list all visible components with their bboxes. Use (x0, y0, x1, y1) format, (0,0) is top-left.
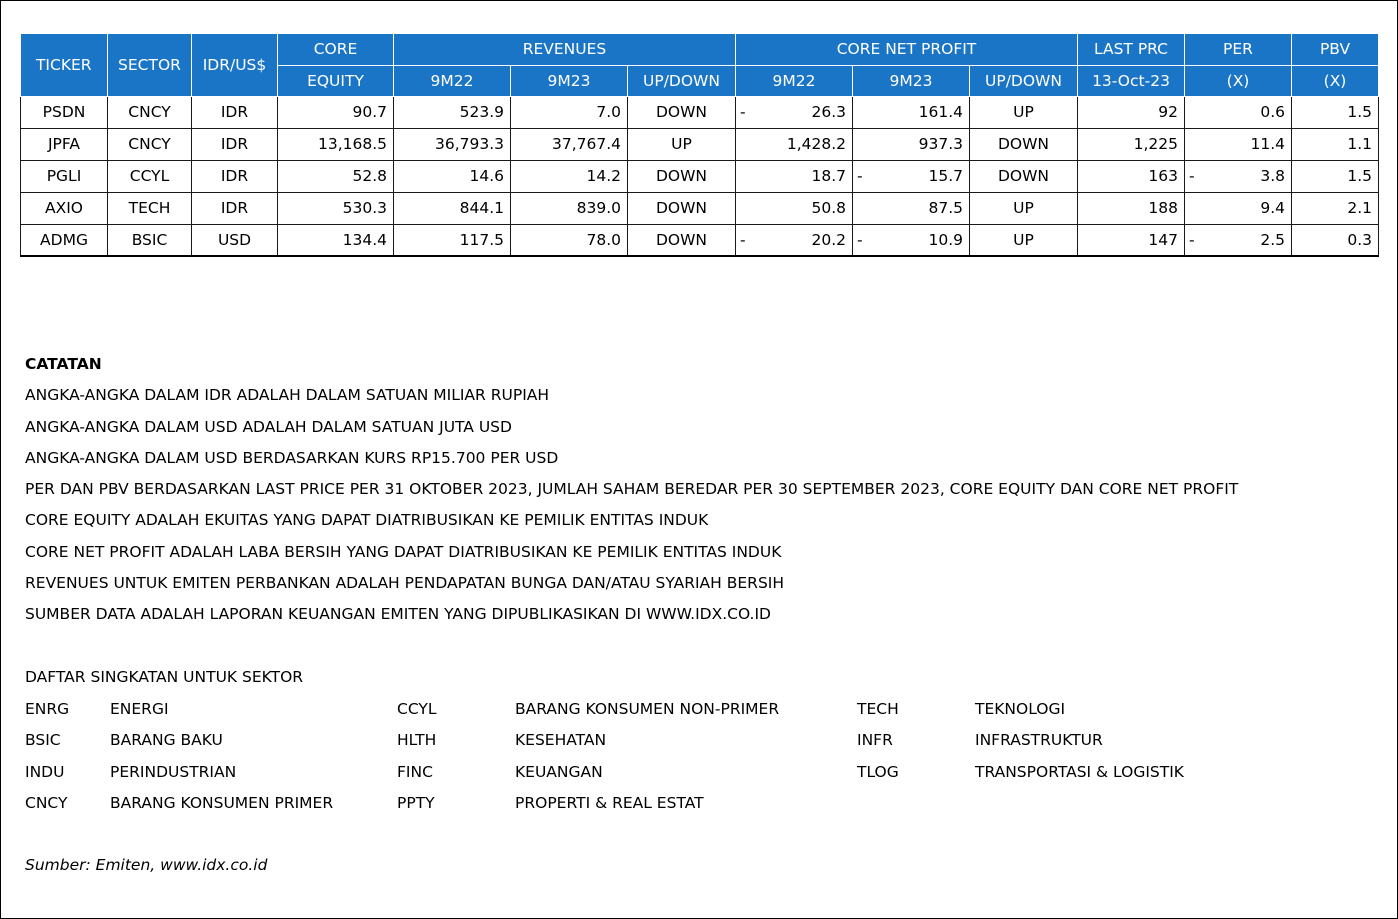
cell-value: 10.9 (928, 230, 963, 249)
note-line: CORE EQUITY ADALAH EKUITAS YANG DAPAT DIATRIBUSIKAN KE PEMILIK ENTITAS INDUK (25, 511, 709, 530)
header-equity: EQUITY (278, 65, 394, 96)
cell-last-prc: 163 (1078, 160, 1185, 192)
negative-sign: - (1189, 230, 1195, 249)
cell-sector: CCYL (108, 160, 192, 192)
cell-currency: USD (192, 224, 278, 256)
sector-code: HLTH (397, 731, 437, 750)
table-row (21, 224, 1379, 256)
sector-code: ENRG (25, 700, 70, 718)
sector-name: PERINDUSTRIAN (110, 762, 237, 781)
header-core-net-profit: CORE NET PROFIT (736, 34, 1078, 65)
sector-name: BARANG KONSUMEN NON-PRIMER (515, 700, 780, 718)
cell-rev-updown: DOWN (628, 160, 736, 192)
cell-np-9m22 (736, 192, 853, 224)
cell-value: 0.6 (1260, 103, 1285, 121)
cell-np-9m23 (853, 160, 970, 192)
cell-currency: IDR (192, 96, 278, 128)
cell-last-prc: 147 (1078, 224, 1185, 256)
note-line: CORE NET PROFIT ADALAH LABA BERSIH YANG DAPAT DIATRIBUSIKAN KE PEMILIK ENTITAS INDUK (25, 542, 782, 561)
header-rev-updown: UP/DOWN (628, 65, 736, 96)
cell-ticker: JPFA (21, 128, 108, 160)
cell-currency: IDR (192, 192, 278, 224)
source-note: Sumber: Emiten, www.idx.co.id (25, 856, 268, 874)
note-line: ANGKA-ANGKA DALAM IDR ADALAH DALAM SATUAN MILIAR RUPIAH (25, 386, 550, 405)
header-ticker: TICKER (21, 34, 108, 96)
cell-core-equity: 90.7 (278, 96, 394, 128)
header-np-updown: UP/DOWN (970, 65, 1078, 96)
cell-np-9m22 (736, 160, 853, 192)
header-pbv: PBV (1292, 34, 1379, 65)
note-line: PER DAN PBV BERDASARKAN LAST PRICE PER 31 OKTOBER 2023, JUMLAH SAHAM BEREDAR PER 30 SEPTEMBER 2023, CORE EQUITY DAN CORE NET PROFIT (25, 480, 1239, 499)
cell-rev-9m23: 14.2 (511, 160, 628, 192)
sector-name: BARANG KONSUMEN PRIMER (110, 793, 334, 812)
cell-np-updown: UP (970, 224, 1078, 256)
cell-ticker: AXIO (21, 192, 108, 224)
sector-code: PPTY (397, 793, 435, 812)
sector-name: PROPERTI & REAL ESTAT (515, 793, 704, 812)
cell-core-equity: 52.8 (278, 160, 394, 192)
header-revenues: REVENUES (394, 34, 736, 65)
cell-ticker: ADMG (21, 224, 108, 256)
cell-value: 20.2 (811, 230, 846, 249)
cell-rev-9m23: 37,767.4 (511, 128, 628, 160)
header-rev-9m23: 9M23 (511, 65, 628, 96)
cell-np-9m23 (853, 224, 970, 256)
cell-rev-9m22: 36,793.3 (394, 128, 511, 160)
abbreviations-title: DAFTAR SINGKATAN UNTUK SEKTOR (25, 668, 304, 686)
negative-sign: - (740, 102, 746, 121)
cell-np-9m23 (853, 128, 970, 160)
cell-last-prc: 1,225 (1078, 128, 1185, 160)
cell-np-updown: UP (970, 192, 1078, 224)
cell-value: 87.5 (928, 199, 963, 217)
cell-ticker: PGLI (21, 160, 108, 192)
cell-rev-9m22: 844.1 (394, 192, 511, 224)
header-np-9m23: 9M23 (853, 65, 970, 96)
header-per-unit: (X) (1185, 65, 1292, 96)
cell-np-9m22 (736, 96, 853, 128)
cell-per (1185, 128, 1292, 160)
cell-value: 9.4 (1260, 199, 1285, 217)
sector-name: KESEHATAN (515, 731, 607, 750)
note-line: ANGKA-ANGKA DALAM USD BERDASARKAN KURS RP15.700 PER USD (25, 448, 559, 467)
header-sector: SECTOR (108, 34, 192, 96)
cell-rev-updown: DOWN (628, 224, 736, 256)
cell-pbv: 1.1 (1292, 128, 1379, 160)
cell-core-equity: 13,168.5 (278, 128, 394, 160)
cell-np-updown: DOWN (970, 128, 1078, 160)
cell-rev-updown: DOWN (628, 192, 736, 224)
header-np-9m22: 9M22 (736, 65, 853, 96)
cell-sector: CNCY (108, 96, 192, 128)
header-per: PER (1185, 34, 1292, 65)
cell-rev-updown: UP (628, 128, 736, 160)
header-rev-9m22: 9M22 (394, 65, 511, 96)
table-row (21, 160, 1379, 192)
cell-np-updown: DOWN (970, 160, 1078, 192)
sector-name: KEUANGAN (515, 762, 603, 781)
cell-rev-9m22: 117.5 (394, 224, 511, 256)
cell-np-9m23 (853, 192, 970, 224)
cell-rev-9m23: 78.0 (511, 224, 628, 256)
header-pbv-unit: (X) (1292, 65, 1379, 96)
sector-code: TECH (857, 700, 899, 718)
cell-core-equity: 134.4 (278, 224, 394, 256)
financial-table (20, 34, 1379, 257)
cell-per (1185, 192, 1292, 224)
cell-per (1185, 96, 1292, 128)
sector-name: BARANG BAKU (110, 731, 223, 750)
cell-sector: CNCY (108, 128, 192, 160)
header-core: CORE (278, 34, 394, 65)
cell-np-9m22 (736, 224, 853, 256)
cell-per (1185, 160, 1292, 192)
cell-value: 50.8 (811, 199, 846, 217)
table-row (21, 192, 1379, 224)
cell-value: 26.3 (811, 103, 846, 121)
cell-np-updown: UP (970, 96, 1078, 128)
negative-sign: - (857, 230, 863, 249)
cell-last-prc: 92 (1078, 96, 1185, 128)
cell-pbv: 0.3 (1292, 224, 1379, 256)
sector-name: INFRASTRUKTUR (975, 731, 1103, 750)
cell-np-9m22 (736, 128, 853, 160)
sector-code: FINC (397, 762, 433, 781)
notes-title: CATATAN (25, 355, 102, 373)
cell-currency: IDR (192, 160, 278, 192)
cell-value: 1,428.2 (786, 135, 846, 153)
sector-name: TEKNOLOGI (975, 700, 1066, 718)
cell-sector: TECH (108, 192, 192, 224)
cell-core-equity: 530.3 (278, 192, 394, 224)
cell-value: 18.7 (811, 167, 846, 185)
cell-rev-9m22: 523.9 (394, 96, 511, 128)
cell-pbv: 1.5 (1292, 160, 1379, 192)
table-row (21, 128, 1379, 160)
note-line: ANGKA-ANGKA DALAM USD ADALAH DALAM SATUAN JUTA USD (25, 417, 512, 436)
sector-name: ENERGI (110, 700, 169, 718)
cell-value: 937.3 (918, 135, 963, 153)
sector-name: TRANSPORTASI & LOGISTIK (975, 762, 1184, 781)
cell-rev-9m23: 7.0 (511, 96, 628, 128)
cell-currency: IDR (192, 128, 278, 160)
cell-sector: BSIC (108, 224, 192, 256)
table-row (21, 96, 1379, 128)
sector-code: INFR (857, 731, 893, 750)
notes-section (25, 349, 1238, 631)
cell-np-9m23 (853, 96, 970, 128)
cell-ticker: PSDN (21, 96, 108, 128)
note-line: SUMBER DATA ADALAH LAPORAN KEUANGAN EMITEN YANG DIPUBLIKASIKAN DI WWW.IDX.CO.ID (25, 605, 771, 624)
negative-sign: - (740, 230, 746, 249)
cell-value: 15.7 (928, 167, 963, 185)
sector-code: INDU (25, 762, 65, 781)
cell-value: 11.4 (1250, 135, 1285, 153)
header-currency: IDR/US$ (192, 34, 278, 96)
cell-last-prc: 188 (1078, 192, 1185, 224)
cell-per (1185, 224, 1292, 256)
sector-code: TLOG (857, 762, 899, 781)
cell-rev-9m23: 839.0 (511, 192, 628, 224)
header-last-prc: LAST PRC (1078, 34, 1185, 65)
table-body (21, 96, 1379, 256)
cell-value: 2.5 (1260, 230, 1285, 249)
negative-sign: - (857, 166, 863, 185)
cell-value: 3.8 (1260, 167, 1285, 185)
sector-code: BSIC (25, 731, 61, 750)
sector-code: CNCY (25, 793, 68, 812)
negative-sign: - (1189, 166, 1195, 185)
header-last-prc-date: 13-Oct-23 (1078, 65, 1185, 96)
cell-rev-9m22: 14.6 (394, 160, 511, 192)
note-line: REVENUES UNTUK EMITEN PERBANKAN ADALAH PENDAPATAN BUNGA DAN/ATAU SYARIAH BERSIH (25, 574, 785, 593)
cell-rev-updown: DOWN (628, 96, 736, 128)
table-header (21, 34, 1379, 96)
cell-value: 161.4 (918, 103, 963, 121)
cell-pbv: 2.1 (1292, 192, 1379, 224)
sector-code: CCYL (397, 700, 437, 718)
cell-pbv: 1.5 (1292, 96, 1379, 128)
